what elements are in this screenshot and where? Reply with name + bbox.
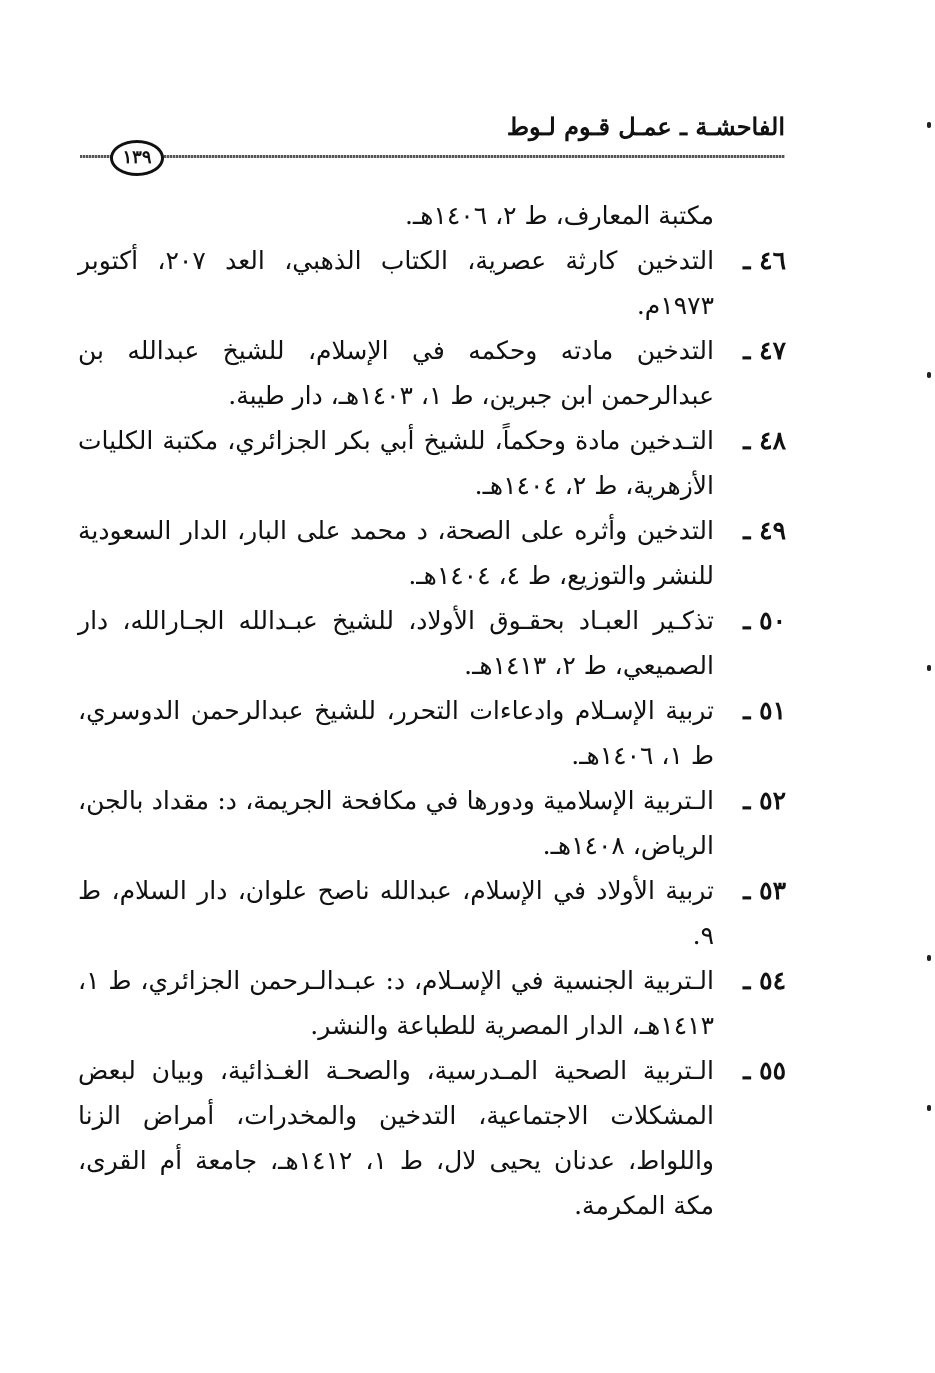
bibliography-entry	[78, 508, 786, 598]
entry-text: التـدخين مادة وحكماً، للشيخ أبي بكر الجزائري، مكتبة الكليات الأزهرية، ط ٢، ١٤٠٤هـ.	[78, 426, 714, 500]
scan-speck	[927, 1105, 931, 1111]
entry-text: مكتبة المعارف، ط ٢، ١٤٠٦هـ.	[404, 201, 714, 230]
scan-speck	[927, 665, 931, 671]
scan-speck	[927, 122, 931, 128]
entry-text: الـتربية الإسلامية ودورها في مكافحة الجريمة، د: مقداد بالجن، الرياض، ١٤٠٨هـ.	[78, 786, 714, 860]
scan-speck	[927, 955, 931, 961]
entry-number: ٥٢ ـ	[743, 786, 786, 815]
bibliography-entry	[78, 328, 786, 418]
running-header-title: الفاحشـة ـ عمـل قـوم لـوط	[506, 112, 785, 141]
bibliography-entry	[78, 238, 786, 328]
bibliography-entry	[78, 868, 786, 958]
entry-text: تربية الأولاد في الإسلام، عبدالله ناصح علوان، دار السلام، ط ٩.	[78, 876, 714, 950]
entry-text: التدخين كارثة عصرية، الكتاب الذهبي، العد ٢٠٧، أكتوبر ١٩٧٣م.	[78, 246, 715, 320]
entry-text: الـتربية الجنسية في الإسـلام، د: عبـدالـرحمن الجزائري، ط ١، ١٤١٣هـ، الدار المصرية للطباعة والنشر.	[78, 966, 714, 1040]
entry-text: تذكـير العبـاد بحقـوق الأولاد، للشيخ عبـدالله الجـارالله، دار الصميعي، ط ٢، ١٤١٣هـ.	[78, 606, 714, 680]
bibliography-entry	[78, 688, 786, 778]
bibliography-entry	[78, 598, 786, 688]
scan-speck	[927, 372, 931, 378]
entry-number: ٥٠ ـ	[743, 606, 786, 635]
entry-number: ٥٤ ـ	[743, 966, 786, 995]
entry-text: تربية الإسـلام وادعاءات التحرر، للشيخ عبدالرحمن الدوسري، ط ١، ١٤٠٦هـ.	[78, 696, 714, 770]
page-number: ١٣٩	[122, 147, 152, 168]
entry-number: ٤٦ ـ	[743, 246, 786, 275]
bibliography-list	[78, 193, 786, 1228]
page-number-badge	[110, 140, 164, 176]
entry-text: الـتربية الصحية المـدرسية، والصحـة الغـذائية، وبيان لبعض المشكلات الاجتماعية، التدخين والمخدرات، أمراض الزنا واللواط، عدنان يحيى لال، ط ١، ١٤١٢هـ، جامعة أم القرى، مكة المكرمة.	[78, 1056, 714, 1220]
bibliography-entry	[78, 958, 786, 1048]
entry-number: ٥٣ ـ	[743, 876, 786, 905]
entry-number: ٥١ ـ	[743, 696, 786, 725]
bibliography-entry	[78, 193, 786, 238]
entry-number: ٤٨ ـ	[743, 426, 786, 455]
entry-number: ٤٩ ـ	[743, 516, 786, 545]
entry-number: ٥٥ ـ	[743, 1056, 786, 1085]
entry-text: التدخين مادته وحكمه في الإسلام، للشيخ عبدالله بن عبدالرحمن ابن جبرين، ط ١، ١٤٠٣هـ، دار طيبة.	[78, 336, 714, 410]
bibliography-entry	[78, 1048, 786, 1228]
entry-text: التدخين وأثره على الصحة، د محمد على البار، الدار السعودية للنشر والتوزيع، ط ٤، ١٤٠٤هـ.	[78, 516, 714, 590]
header-rule	[80, 155, 785, 158]
entry-number: ٤٧ ـ	[743, 336, 786, 365]
bibliography-entry	[78, 778, 786, 868]
bibliography-entry	[78, 418, 786, 508]
